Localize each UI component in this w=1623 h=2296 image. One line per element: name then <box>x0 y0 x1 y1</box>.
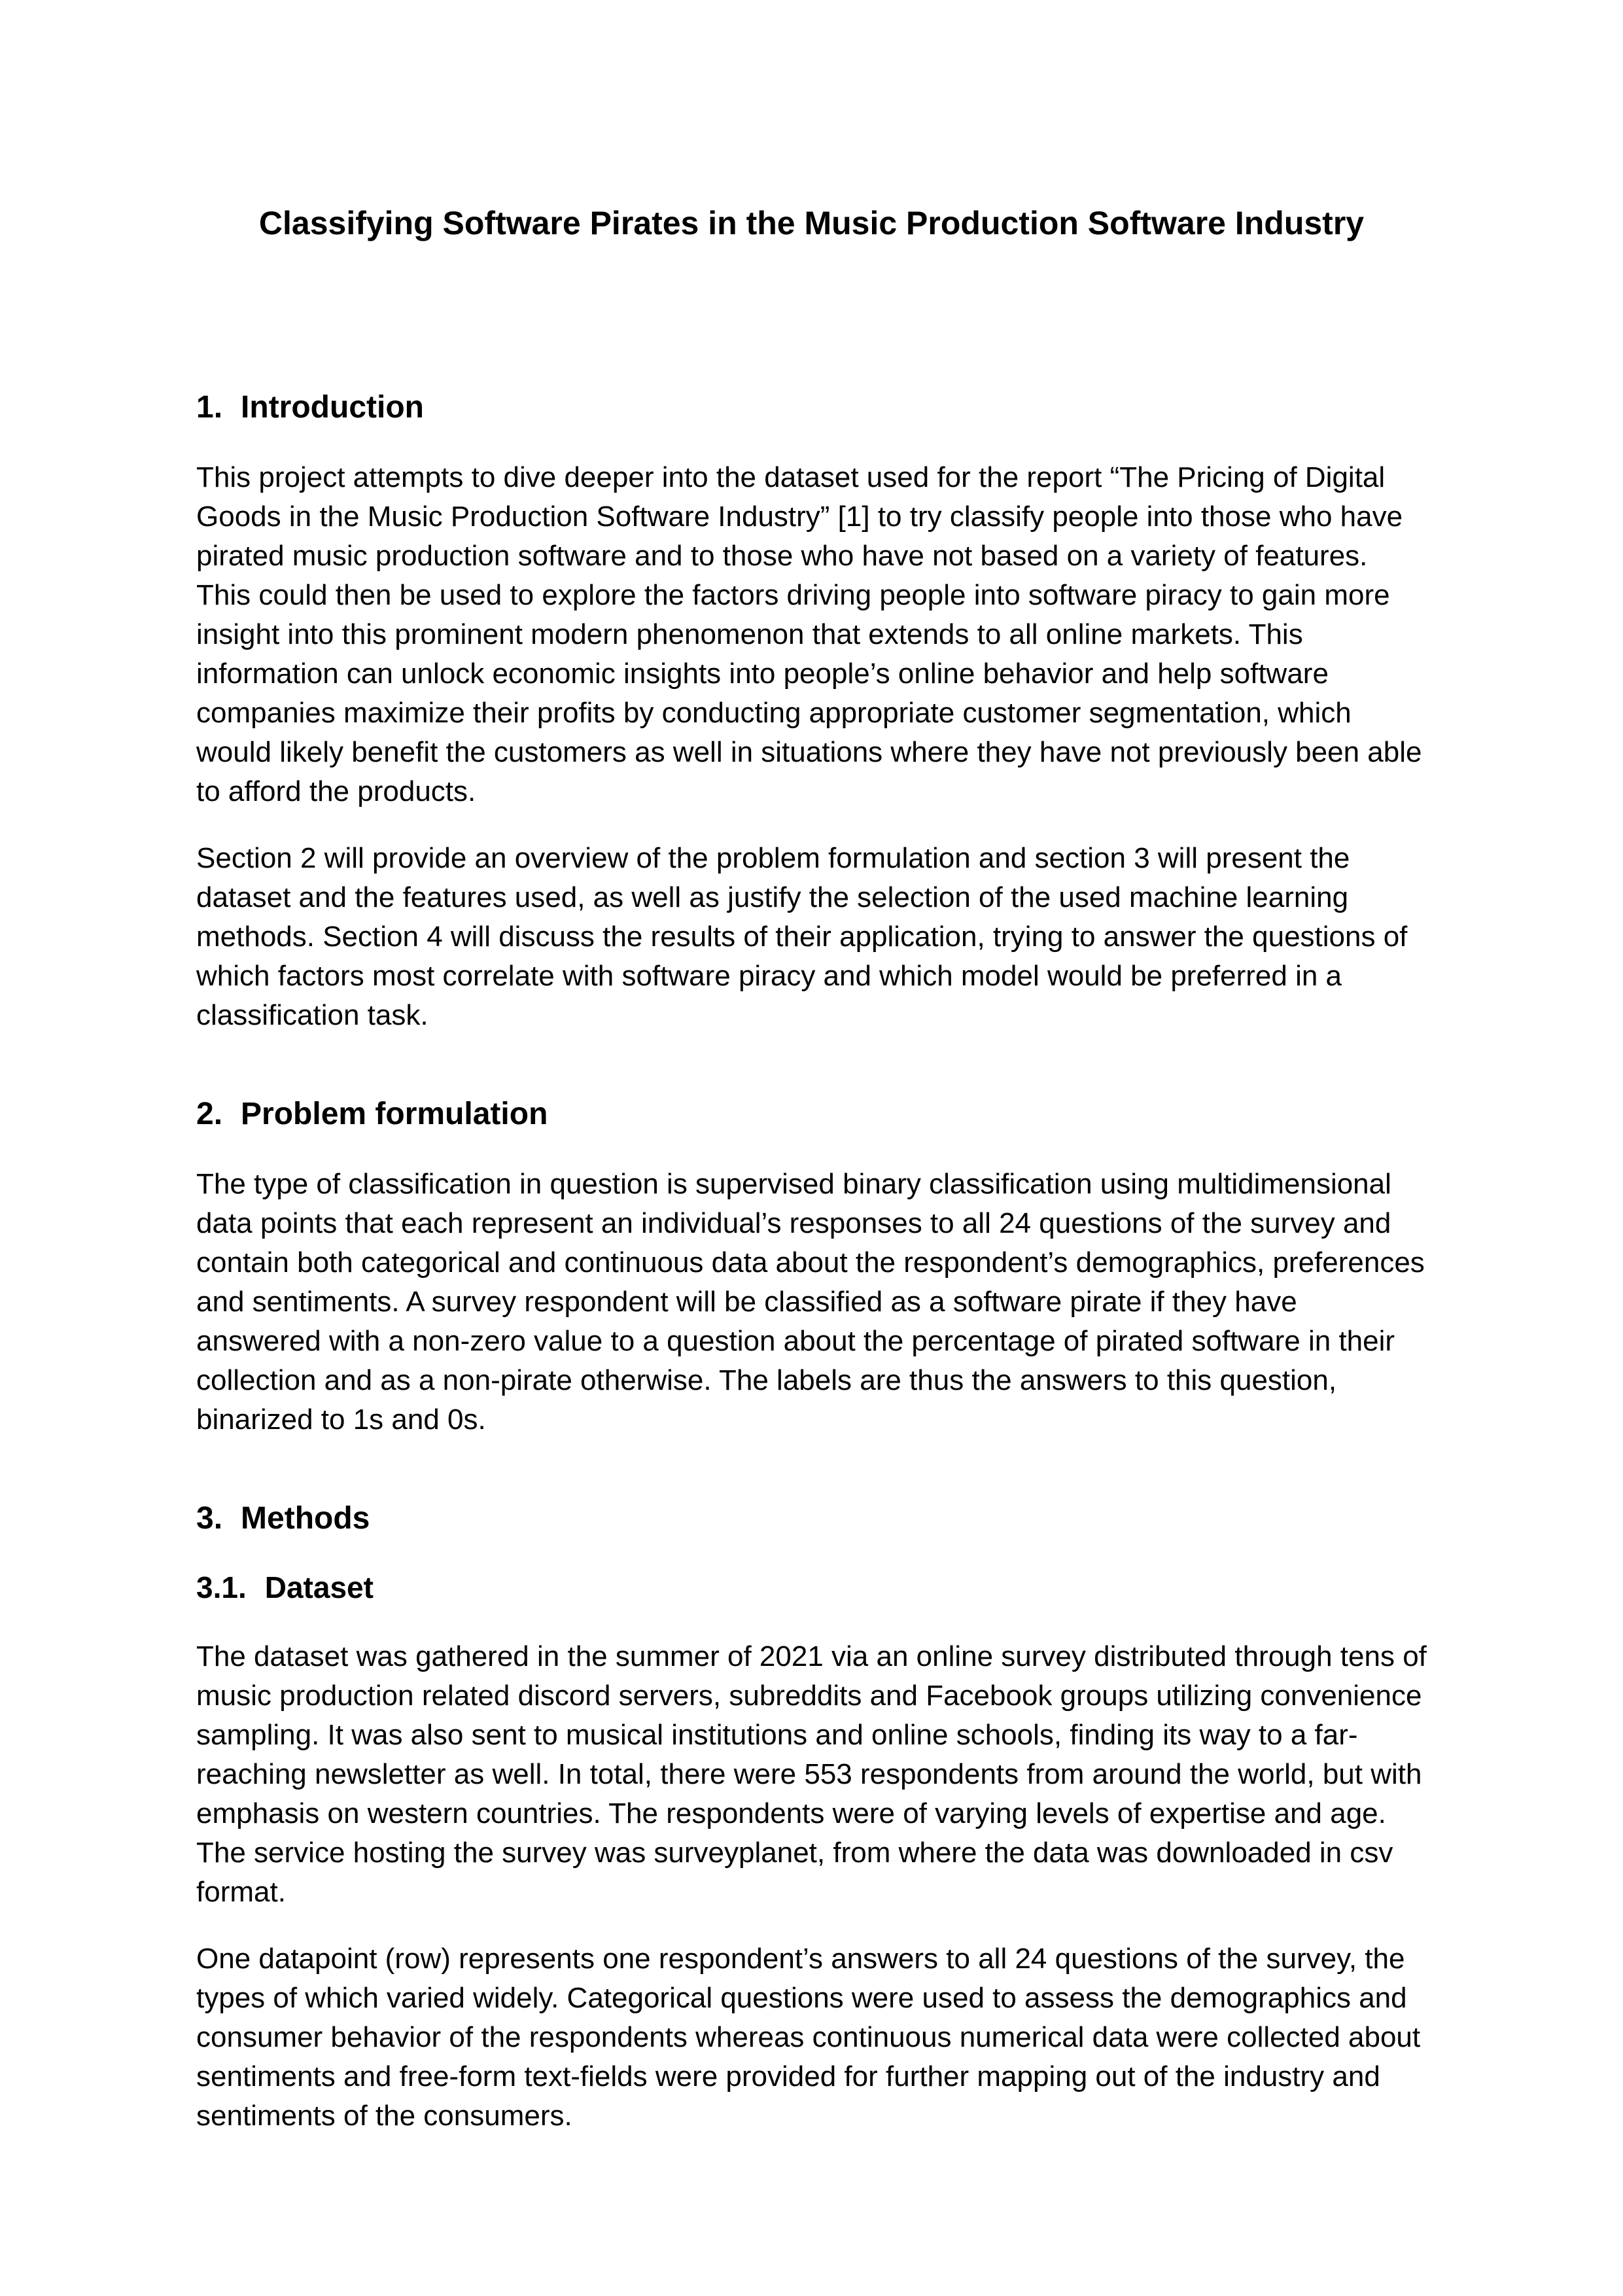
section-heading-label: Methods <box>241 1501 370 1536</box>
paragraph-problem-formulation: The type of classification in question is supervised binary classification using multidimensional data points that each represent an individual’s responses to all 24 questions of the survey and contain both categorical and continuous data about the respondent’s demographics, preferences and sentiments. A survey respondent will be classified as a software pirate if they have answered with a non-zero value to a question about the percentage of pirated software in their collection and as a non-pirate otherwise. The labels are thus the answers to this question, binarized to 1s and 0s. <box>196 1168 1425 1436</box>
section-heading-label: Problem formulation <box>241 1097 548 1131</box>
section-number: 3. <box>196 1501 223 1536</box>
subsection-heading-dataset <box>196 1569 1427 1606</box>
section-number: 1. <box>196 390 223 425</box>
section-heading-methods <box>196 1500 1427 1538</box>
section-heading-problem-formulation <box>196 1095 1427 1133</box>
document-title: Classifying Software Pirates in the Music Production Software Industry <box>258 205 1365 241</box>
section-heading-introduction <box>196 389 1427 427</box>
paragraph-dataset-1: The dataset was gathered in the summer of 2021 via an online survey distributed through tens of music production related discord servers, subreddits and Facebook groups utilizing convenience sampling. It was also sent to musical institutions and online schools, finding its way to a far-reaching newsletter as well. In total, there were 553 respondents from around the world, but with emphasis on western countries. The respondents were of varying levels of expertise and age. The service hosting the survey was surveyplanet, from where the data was downloaded in csv format. <box>196 1640 1427 1908</box>
subsection-number: 3.1. <box>196 1570 247 1604</box>
paragraph-intro-2: Section 2 will provide an overview of the problem formulation and section 3 will present the dataset and the features used, as well as justify the selection of the used machine learning methods. Section 4 will discuss the results of their application, trying to answer the questions of which factors most correlate with software piracy and which model would be preferred in a classification task. <box>196 842 1408 1031</box>
title-spacer <box>196 243 1427 389</box>
paragraph-dataset-2: One datapoint (row) represents one respondent’s answers to all 24 questions of the survey, the types of which varied widely. Categorical questions were used to assess the demographics and consumer behavior of the respondents whereas continuous numerical data were collected about sentiments and free-form text-fields were provided for further mapping out of the industry and sentiments of the consumers. <box>196 1943 1421 2132</box>
subsection-heading-label: Dataset <box>264 1570 374 1604</box>
section-heading-label: Introduction <box>241 390 424 425</box>
section-number: 2. <box>196 1097 223 1131</box>
paragraph-intro-1: This project attempts to dive deeper into the dataset used for the report “The Pricing of Digital Goods in the Music Production Software Industry” [1] to try classify people into those who have pirated music production software and to those who have not based on a variety of features. This could then be used to explore the factors driving people into software piracy to gain more insight into this prominent modern phenomenon that extends to all online markets. This information can unlock economic insights into people’s online behavior and help software companies maximize their profits by conducting appropriate customer segmentation, which would likely benefit the customers as well in situations where they have not previously been able to afford the products. <box>196 461 1422 807</box>
